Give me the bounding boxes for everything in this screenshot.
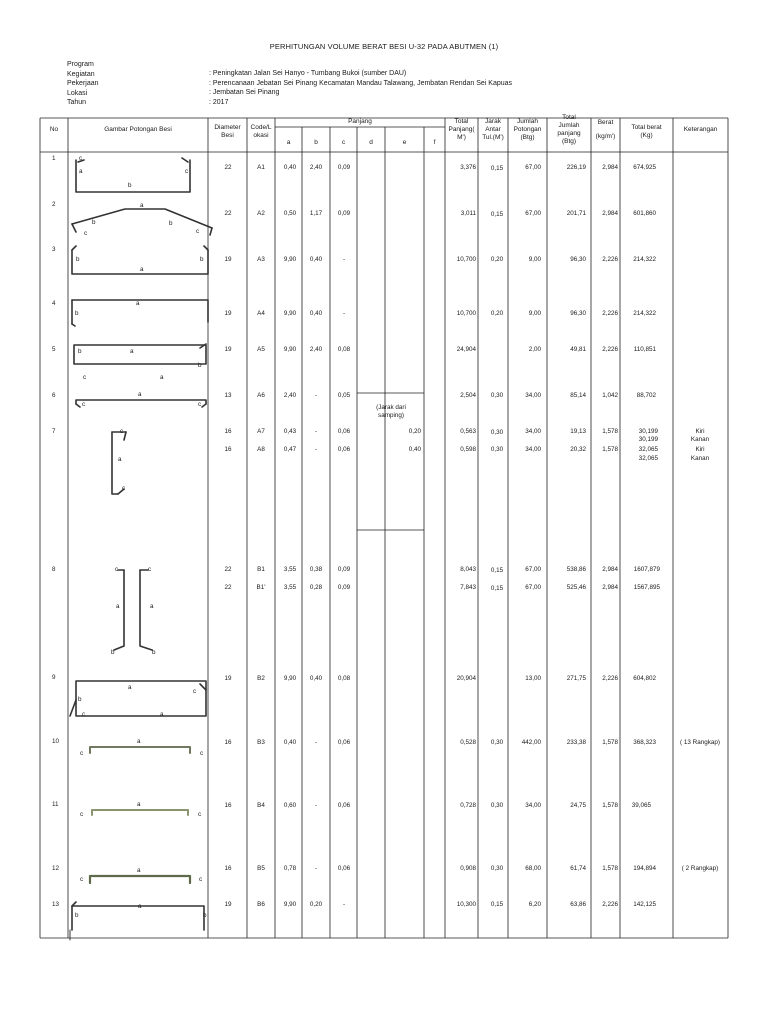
row-no: 11 [52, 801, 59, 808]
dim-label-a: a [79, 168, 83, 175]
row-e: 0,20 [408, 428, 421, 435]
program-label: Program [67, 61, 94, 68]
dim-label-c: c [185, 168, 189, 175]
row-berat: 2,226 [602, 901, 618, 908]
row-keterangan: Kiri [695, 428, 705, 435]
row-diameter: 16 [224, 865, 232, 872]
row-a: 2,40 [283, 392, 297, 399]
dim-label-c: c [82, 711, 86, 718]
row-total-jumlah-panjang: 49,81 [570, 346, 586, 353]
row-a: 0,43 [283, 428, 297, 435]
row-jarak: 0,30 [490, 392, 504, 399]
dim-label-a: a [136, 300, 140, 307]
header-tp-line3: M') [457, 134, 466, 141]
header-jp-line3: (Btg) [520, 134, 535, 141]
row-jarak: 0,15 [490, 211, 504, 218]
row-total-berat: 1567,895 [633, 584, 660, 591]
row-b: 0,38 [309, 566, 323, 573]
dim-label-a: a [160, 711, 164, 718]
row-total-berat: 601,860 [633, 210, 656, 217]
row-jarak: 0,30 [490, 429, 504, 436]
row-c: - [342, 310, 346, 317]
row-jumlah-potongan: 67,00 [525, 584, 541, 591]
row-jumlah-potongan: 34,00 [525, 802, 541, 809]
row-a: 9,90 [283, 256, 297, 263]
header-jp-line2: Potongan [513, 126, 542, 133]
row-berat: 2,226 [602, 256, 618, 263]
row-a: 9,90 [283, 901, 297, 908]
rebar-shape-9 [70, 681, 206, 716]
row-code: A8 [257, 446, 265, 453]
row-b: 0,28 [309, 584, 323, 591]
row-total-jumlah-panjang: 85,14 [570, 392, 586, 399]
row-jumlah-potongan: 67,00 [525, 210, 541, 217]
note-jarak-dari-line1: (Jarak dari [376, 404, 406, 411]
row-total-berat: 674,925 [633, 164, 656, 171]
row-jarak: 0,20 [490, 310, 504, 317]
row-code: B1' [256, 584, 266, 591]
dim-label-b: b [76, 256, 80, 263]
row-berat: 2,226 [602, 346, 618, 353]
dim-label-c: c [80, 876, 84, 883]
row-diameter: 16 [224, 802, 232, 809]
row-code: A7 [257, 428, 265, 435]
row-berat: 2,226 [602, 310, 618, 317]
row-c: 0,06 [337, 739, 351, 746]
row-a: 3,55 [283, 566, 297, 573]
row-code: A4 [257, 310, 265, 317]
row-c: 0,08 [337, 675, 351, 682]
dim-label-b: b [75, 310, 79, 317]
header-tjp-line2: Jumlah [558, 122, 580, 129]
pekerjaan-label: Pekerjaan [67, 80, 99, 87]
row-code: A1 [257, 164, 265, 171]
row-total-panjang: 10,300 [456, 901, 476, 908]
row-total-berat: 368,323 [633, 739, 656, 746]
row-jumlah-potongan: 442,00 [521, 739, 541, 746]
row-total-jumlah-panjang: 233,38 [566, 739, 586, 746]
row-keterangan: ( 13 Rangkap) [680, 739, 720, 746]
row-jumlah-potongan: 68,00 [525, 865, 541, 872]
rebar-shape-4 [72, 300, 208, 326]
dim-label-b: b [198, 362, 202, 369]
header-berat-line2: (kg/m') [595, 133, 616, 140]
note-jarak-dari-line2: samping) [378, 412, 404, 419]
row-total-panjang: 7,843 [460, 584, 476, 591]
row-a: 0,40 [283, 164, 297, 171]
row-code: B3 [257, 739, 265, 746]
row-code: A2 [257, 210, 265, 217]
row-total-berat-2: 32,065 [638, 455, 658, 462]
dim-label-c: c [200, 750, 204, 757]
row-total-berat: 1607,879 [633, 566, 660, 573]
row-total-panjang: 0,598 [460, 446, 476, 453]
row-b: 1,17 [309, 210, 323, 217]
row-total-berat: 88,702 [636, 392, 656, 399]
rebar-shape-8 [114, 570, 152, 650]
dim-label-c: c [83, 374, 87, 381]
row-no: 2 [52, 201, 56, 208]
row-total-jumlah-panjang: 19,13 [570, 428, 586, 435]
row-jarak: 0,15 [490, 585, 504, 592]
row-jarak: 0,30 [490, 802, 504, 809]
row-code: B4 [257, 802, 265, 809]
row-total-jumlah-panjang: 525,46 [566, 584, 586, 591]
header-a: a [286, 139, 291, 146]
row-keterangan: ( 2 Rangkap) [681, 865, 719, 872]
row-diameter: 19 [224, 901, 232, 908]
row-c: 0,09 [337, 210, 351, 217]
header-berat-line1: Berat [597, 119, 614, 126]
row-jumlah-potongan: 6,20 [528, 901, 541, 908]
row-total-jumlah-panjang: 271,75 [566, 675, 586, 682]
row-total-jumlah-panjang: 24,75 [570, 802, 586, 809]
dim-label-b: b [203, 912, 207, 919]
row-a: 9,90 [283, 310, 297, 317]
dim-label-b: b [169, 220, 173, 227]
header-diameter-line1: Diameter [214, 124, 241, 131]
row-keterangan-2: Kanan [690, 455, 710, 462]
dim-label-b: b [78, 348, 82, 355]
row-total-panjang: 2,504 [460, 392, 476, 399]
row-code: A5 [257, 346, 265, 353]
dim-label-b: b [128, 182, 132, 189]
row-diameter: 22 [224, 164, 232, 171]
dim-label-b: b [92, 219, 96, 226]
row-c: 0,08 [337, 346, 351, 353]
row-berat: 2,984 [602, 210, 618, 217]
row-berat: 2,984 [602, 584, 618, 591]
row-berat: 2,226 [602, 675, 618, 682]
row-total-berat-2: 30,199 [638, 436, 658, 443]
row-c: 0,09 [337, 584, 351, 591]
header-jarak-line2: Antar [485, 126, 501, 133]
row-c: - [342, 901, 346, 908]
row-no: 10 [52, 738, 60, 745]
row-b: 2,40 [309, 346, 323, 353]
row-berat: 1,578 [602, 865, 618, 872]
dim-label-a: a [140, 202, 144, 209]
header-tjp-line3: panjang [557, 130, 581, 137]
row-jumlah-potongan: 67,00 [525, 164, 541, 171]
rebar-shape-11 [92, 810, 188, 815]
row-a: 0,50 [283, 210, 297, 217]
row-e: 0,40 [408, 446, 421, 453]
row-total-panjang: 0,908 [460, 865, 476, 872]
dim-label-a: a [140, 266, 144, 273]
row-total-jumlah-panjang: 96,30 [570, 256, 586, 263]
header-code-line2: okasi [253, 132, 269, 139]
row-berat: 1,578 [602, 446, 618, 453]
dim-label-b: b [75, 912, 79, 919]
header-no: No [49, 126, 59, 133]
dim-label-c: c [148, 566, 152, 573]
row-no: 1 [52, 155, 56, 162]
row-c: - [342, 256, 346, 263]
row-total-berat: 214,322 [633, 256, 656, 263]
header-tb-line1: Total berat [631, 124, 662, 131]
row-diameter: 16 [224, 446, 232, 453]
dim-label-c: c [120, 428, 124, 435]
header-e: e [402, 139, 407, 146]
header-tjp-line4: (Btg) [561, 138, 577, 145]
rebar-shape-5 [74, 344, 206, 364]
row-total-panjang: 3,376 [460, 164, 476, 171]
row-code: B1 [257, 566, 265, 573]
row-diameter: 22 [224, 566, 232, 573]
row-total-berat: 32,065 [638, 446, 658, 453]
dim-label-a: a [137, 738, 141, 745]
dim-label-c: c [199, 876, 203, 883]
row-total-panjang: 0,563 [460, 428, 476, 435]
row-jarak: 0,30 [490, 739, 504, 746]
row-no: 7 [52, 428, 56, 435]
header-tp-line1: Total [454, 118, 469, 125]
row-no: 5 [52, 346, 56, 353]
dim-label-a: a [160, 374, 164, 381]
row-berat: 1,578 [602, 428, 618, 435]
row-code: A3 [257, 256, 265, 263]
header-b: b [314, 139, 318, 146]
dim-label-a: a [118, 456, 122, 463]
row-c: 0,09 [337, 164, 351, 171]
row-diameter: 19 [224, 675, 232, 682]
row-c: 0,06 [337, 802, 351, 809]
dim-label-c: c [80, 750, 84, 757]
row-total-jumlah-panjang: 226,19 [566, 164, 586, 171]
row-total-panjang: 0,528 [460, 739, 476, 746]
row-jumlah-potongan: 2,00 [528, 346, 541, 353]
row-jumlah-potongan: 13,00 [525, 675, 541, 682]
row-b: - [314, 739, 318, 746]
row-b: 0,40 [309, 675, 323, 682]
row-code: B2 [257, 675, 265, 682]
row-a: 9,90 [283, 346, 297, 353]
row-total-panjang: 0,728 [460, 802, 476, 809]
dim-label-a: a [150, 603, 154, 610]
row-berat: 2,984 [602, 566, 618, 573]
header-f: f [433, 139, 436, 146]
pekerjaan-value: : Perencanaan Jebatan Sei Pinang Kecamatan Mandau Talawang, Jembatan Rendan Sei Kapuas [209, 79, 513, 87]
header-tjp-line1: Total [562, 114, 576, 121]
row-c: 0,06 [337, 865, 351, 872]
row-jarak: 0,15 [490, 567, 504, 574]
row-c: 0,06 [337, 446, 351, 453]
row-total-panjang: 8,043 [460, 566, 476, 573]
dim-label-c: c [122, 485, 126, 492]
row-total-panjang: 24,904 [456, 346, 476, 353]
row-total-jumlah-panjang: 201,71 [566, 210, 586, 217]
row-jumlah-potongan: 34,00 [525, 392, 541, 399]
dim-label-b: b [78, 696, 82, 703]
row-berat: 1,578 [602, 739, 618, 746]
dim-label-a: a [138, 391, 142, 398]
row-a: 0,47 [283, 446, 297, 453]
header-keterangan: Keterangan [683, 126, 718, 133]
row-diameter: 13 [224, 392, 232, 399]
row-total-jumlah-panjang: 63,86 [570, 901, 586, 908]
row-diameter: 19 [224, 256, 232, 263]
row-total-panjang: 10,700 [456, 310, 476, 317]
row-a: 9,90 [283, 675, 297, 682]
row-no: 6 [52, 392, 56, 399]
row-total-berat: 604,802 [633, 675, 656, 682]
row-a: 0,78 [283, 865, 297, 872]
row-c: 0,09 [337, 566, 351, 573]
row-jumlah-potongan: 9,00 [528, 310, 541, 317]
row-b: 0,20 [309, 901, 323, 908]
row-b: 0,40 [309, 310, 323, 317]
row-b: - [314, 392, 318, 399]
header-jarak-line3: Tul.(M') [482, 134, 504, 141]
row-no: 13 [52, 901, 60, 908]
row-diameter: 16 [224, 428, 232, 435]
row-jumlah-potongan: 34,00 [525, 428, 541, 435]
header-jp-line1: Jumlah [517, 118, 538, 125]
dim-label-b: b [111, 649, 115, 656]
row-b: - [314, 428, 318, 435]
header-c: c [341, 139, 346, 146]
dim-label-a: a [128, 684, 132, 691]
dim-label-a: a [137, 801, 141, 808]
row-jumlah-potongan: 67,00 [525, 566, 541, 573]
row-b: - [314, 865, 318, 872]
lokasi-label: Lokasi [67, 89, 88, 97]
row-total-berat: 39,065 [631, 802, 651, 809]
dim-label-b: b [200, 256, 204, 263]
row-b: - [314, 802, 318, 809]
page-title: PERHITUNGAN VOLUME BERAT BESI U-32 PADA ABUTMEN (1) [269, 42, 499, 51]
dim-label-b: b [152, 649, 156, 656]
row-no: 4 [52, 300, 56, 307]
row-diameter: 19 [224, 310, 232, 317]
row-diameter: 22 [224, 210, 232, 217]
row-b: - [314, 446, 318, 453]
row-diameter: 19 [224, 346, 232, 353]
row-total-jumlah-panjang: 538,86 [566, 566, 586, 573]
dim-label-c: c [193, 688, 197, 695]
row-a: 0,60 [283, 802, 297, 809]
row-jarak: 0,30 [490, 446, 504, 453]
rebar-shape-12 [90, 876, 190, 883]
row-b: 2,40 [309, 164, 323, 171]
header-panjang: Panjang [348, 118, 372, 125]
dim-label-c: c [79, 155, 83, 162]
row-berat: 2,984 [602, 164, 618, 171]
dim-label-a: a [116, 603, 120, 610]
row-no: 3 [52, 246, 56, 253]
dim-label-c: c [82, 401, 86, 408]
row-total-berat: 142,125 [633, 901, 656, 908]
row-diameter: 16 [224, 739, 232, 746]
row-berat: 1,578 [602, 802, 618, 809]
dim-label-a: a [130, 348, 134, 355]
row-code: A6 [257, 392, 265, 399]
row-diameter: 22 [224, 584, 232, 591]
row-total-jumlah-panjang: 20,32 [570, 446, 586, 453]
row-keterangan: Kiri [695, 446, 705, 453]
row-total-berat: 214,322 [633, 310, 656, 317]
row-no: 12 [52, 865, 60, 872]
header-diameter-line2: Besi [221, 132, 234, 139]
header-d: d [369, 139, 373, 146]
header-jarak-line1: Jarak [485, 118, 501, 125]
row-no: 9 [52, 674, 56, 681]
row-b: 0,40 [309, 256, 323, 263]
header-code-line1: Code/L [250, 124, 272, 131]
row-berat: 1,042 [602, 392, 618, 399]
row-c: 0,05 [337, 392, 351, 399]
row-a: 0,40 [283, 739, 297, 746]
row-total-panjang: 3,011 [460, 210, 476, 217]
header-gambar: Gambar Potongan Besi [104, 126, 172, 133]
row-code: B5 [257, 865, 265, 872]
header-tb-line2: (Kg) [640, 132, 653, 139]
dim-label-c: c [196, 228, 200, 235]
row-code: B6 [257, 901, 265, 908]
row-jumlah-potongan: 9,00 [528, 256, 541, 263]
row-jarak: 0,20 [490, 256, 504, 263]
rebar-shape-6 [76, 400, 206, 407]
row-jarak: 0,15 [490, 165, 504, 172]
row-a: 3,55 [283, 584, 297, 591]
rebar-shape-10 [90, 747, 190, 753]
row-jarak: 0,15 [490, 901, 504, 908]
dim-label-c: c [80, 811, 84, 818]
dim-label-a: a [138, 903, 142, 910]
row-total-berat: 30,199 [638, 428, 658, 435]
dim-label-a: a [137, 867, 141, 874]
header-tp-line2: Panjang( [448, 126, 475, 133]
rebar-shape-1 [76, 158, 190, 192]
lokasi-value: : Jembatan Sei Pinang [209, 89, 280, 96]
row-total-berat: 194,894 [633, 865, 656, 872]
row-jumlah-potongan: 34,00 [525, 446, 541, 453]
row-keterangan-2: Kanan [690, 436, 710, 443]
dim-label-c: c [84, 230, 88, 237]
row-total-jumlah-panjang: 61,74 [570, 865, 586, 872]
row-total-panjang: 20,904 [456, 675, 476, 682]
row-no: 8 [52, 566, 56, 573]
kegiatan-value: : Peningkatan Jalan Sei Hanyo - Tumbang Bukoi (sumber DAU) [209, 70, 407, 77]
row-jarak: 0,30 [490, 865, 504, 872]
row-total-berat: 110,851 [633, 346, 656, 353]
tahun-label: Tahun [67, 99, 87, 106]
dim-label-c: c [198, 401, 202, 408]
kegiatan-label: Kegiatan [67, 70, 95, 78]
row-c: 0,06 [337, 428, 351, 435]
row-total-panjang: 10,700 [456, 256, 476, 263]
row-total-jumlah-panjang: 96,30 [570, 310, 586, 317]
dim-label-c: c [198, 811, 202, 818]
tahun-value: : 2017 [209, 98, 229, 106]
dim-label-c: c [115, 566, 119, 573]
